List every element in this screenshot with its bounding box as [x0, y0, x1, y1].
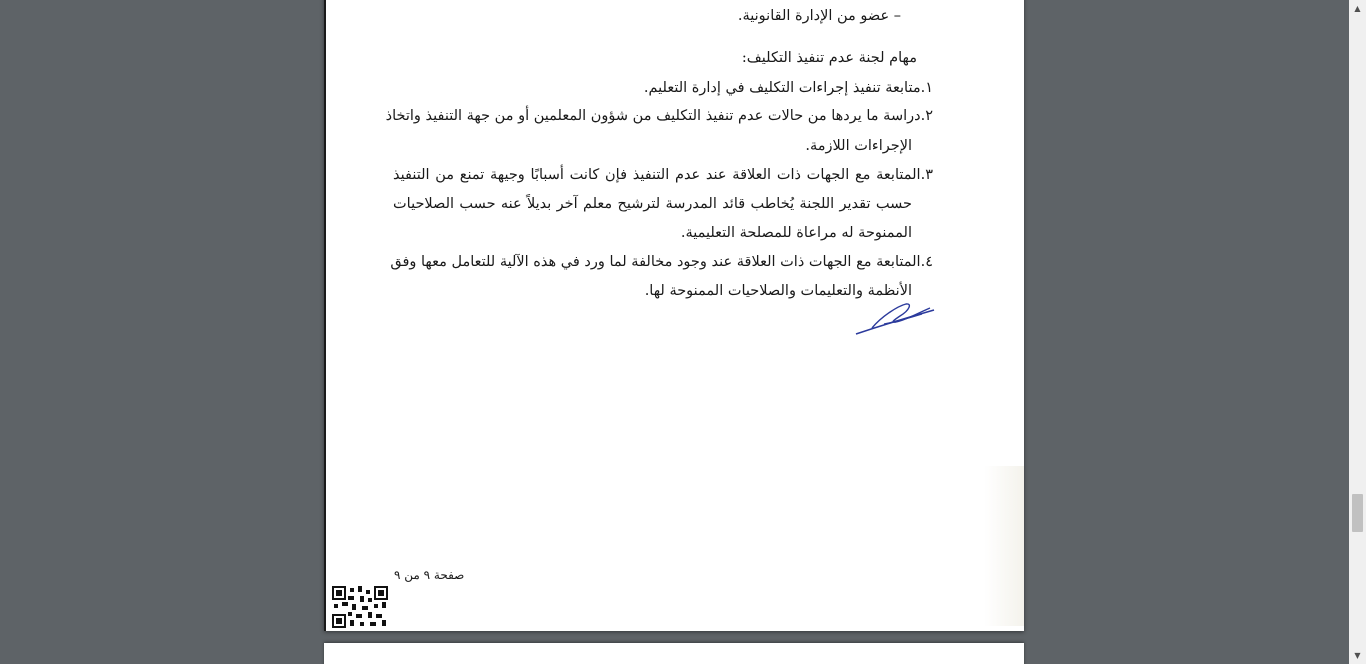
vertical-scrollbar[interactable]	[1349, 0, 1366, 664]
list-item-4-line-1: ٤.المتابعة مع الجهات ذات العلاقة عند وجود مخالفة لما ورد في هذه الآلية للتعامل معها وفق	[390, 254, 933, 270]
text-line-member: – عضو من الإدارة القانونية.	[737, 8, 901, 24]
list-item-2-line-1: ٢.دراسة ما يردها من حالات عدم تنفيذ التكليف من شؤون المعلمين أو من جهة التنفيذ واتخاذ	[385, 108, 933, 124]
qr-code-icon	[332, 586, 388, 628]
list-item-3-line-3: الممنوحة له مراعاة للمصلحة التعليمية.	[680, 225, 912, 241]
scroll-down-button[interactable]: ▼	[1354, 651, 1361, 660]
list-item-3-line-2: حسب تقدير اللجنة يُخاطب قائد المدرسة لترشيح معلم آخر بديلاً عنه حسب الصلاحيات	[393, 196, 912, 212]
document-page	[324, 0, 1024, 631]
signature-mark	[854, 298, 936, 340]
scrollbar-thumb[interactable]	[1352, 494, 1363, 532]
list-item-1: ١.متابعة تنفيذ إجراءات التكليف في إدارة التعليم.	[643, 80, 933, 96]
section-heading: مهام لجنة عدم تنفيذ التكليف:	[741, 50, 917, 66]
page-left-rule	[324, 0, 326, 631]
list-item-3-line-1: ٣.المتابعة مع الجهات ذات العلاقة عند عدم التنفيذ فإن كانت أسبابًا وجيهة تمنع من التنفيذ	[393, 167, 933, 183]
page-scan-shadow	[984, 466, 1024, 626]
scroll-up-button[interactable]: ▲	[1354, 4, 1361, 13]
page-number: صفحة ٩ من ٩	[394, 568, 465, 582]
next-page-preview	[324, 643, 1024, 664]
list-item-4-line-2: الأنظمة والتعليمات والصلاحيات الممنوحة لها.	[644, 283, 912, 299]
list-item-2-line-2: الإجراءات اللازمة.	[805, 138, 912, 154]
